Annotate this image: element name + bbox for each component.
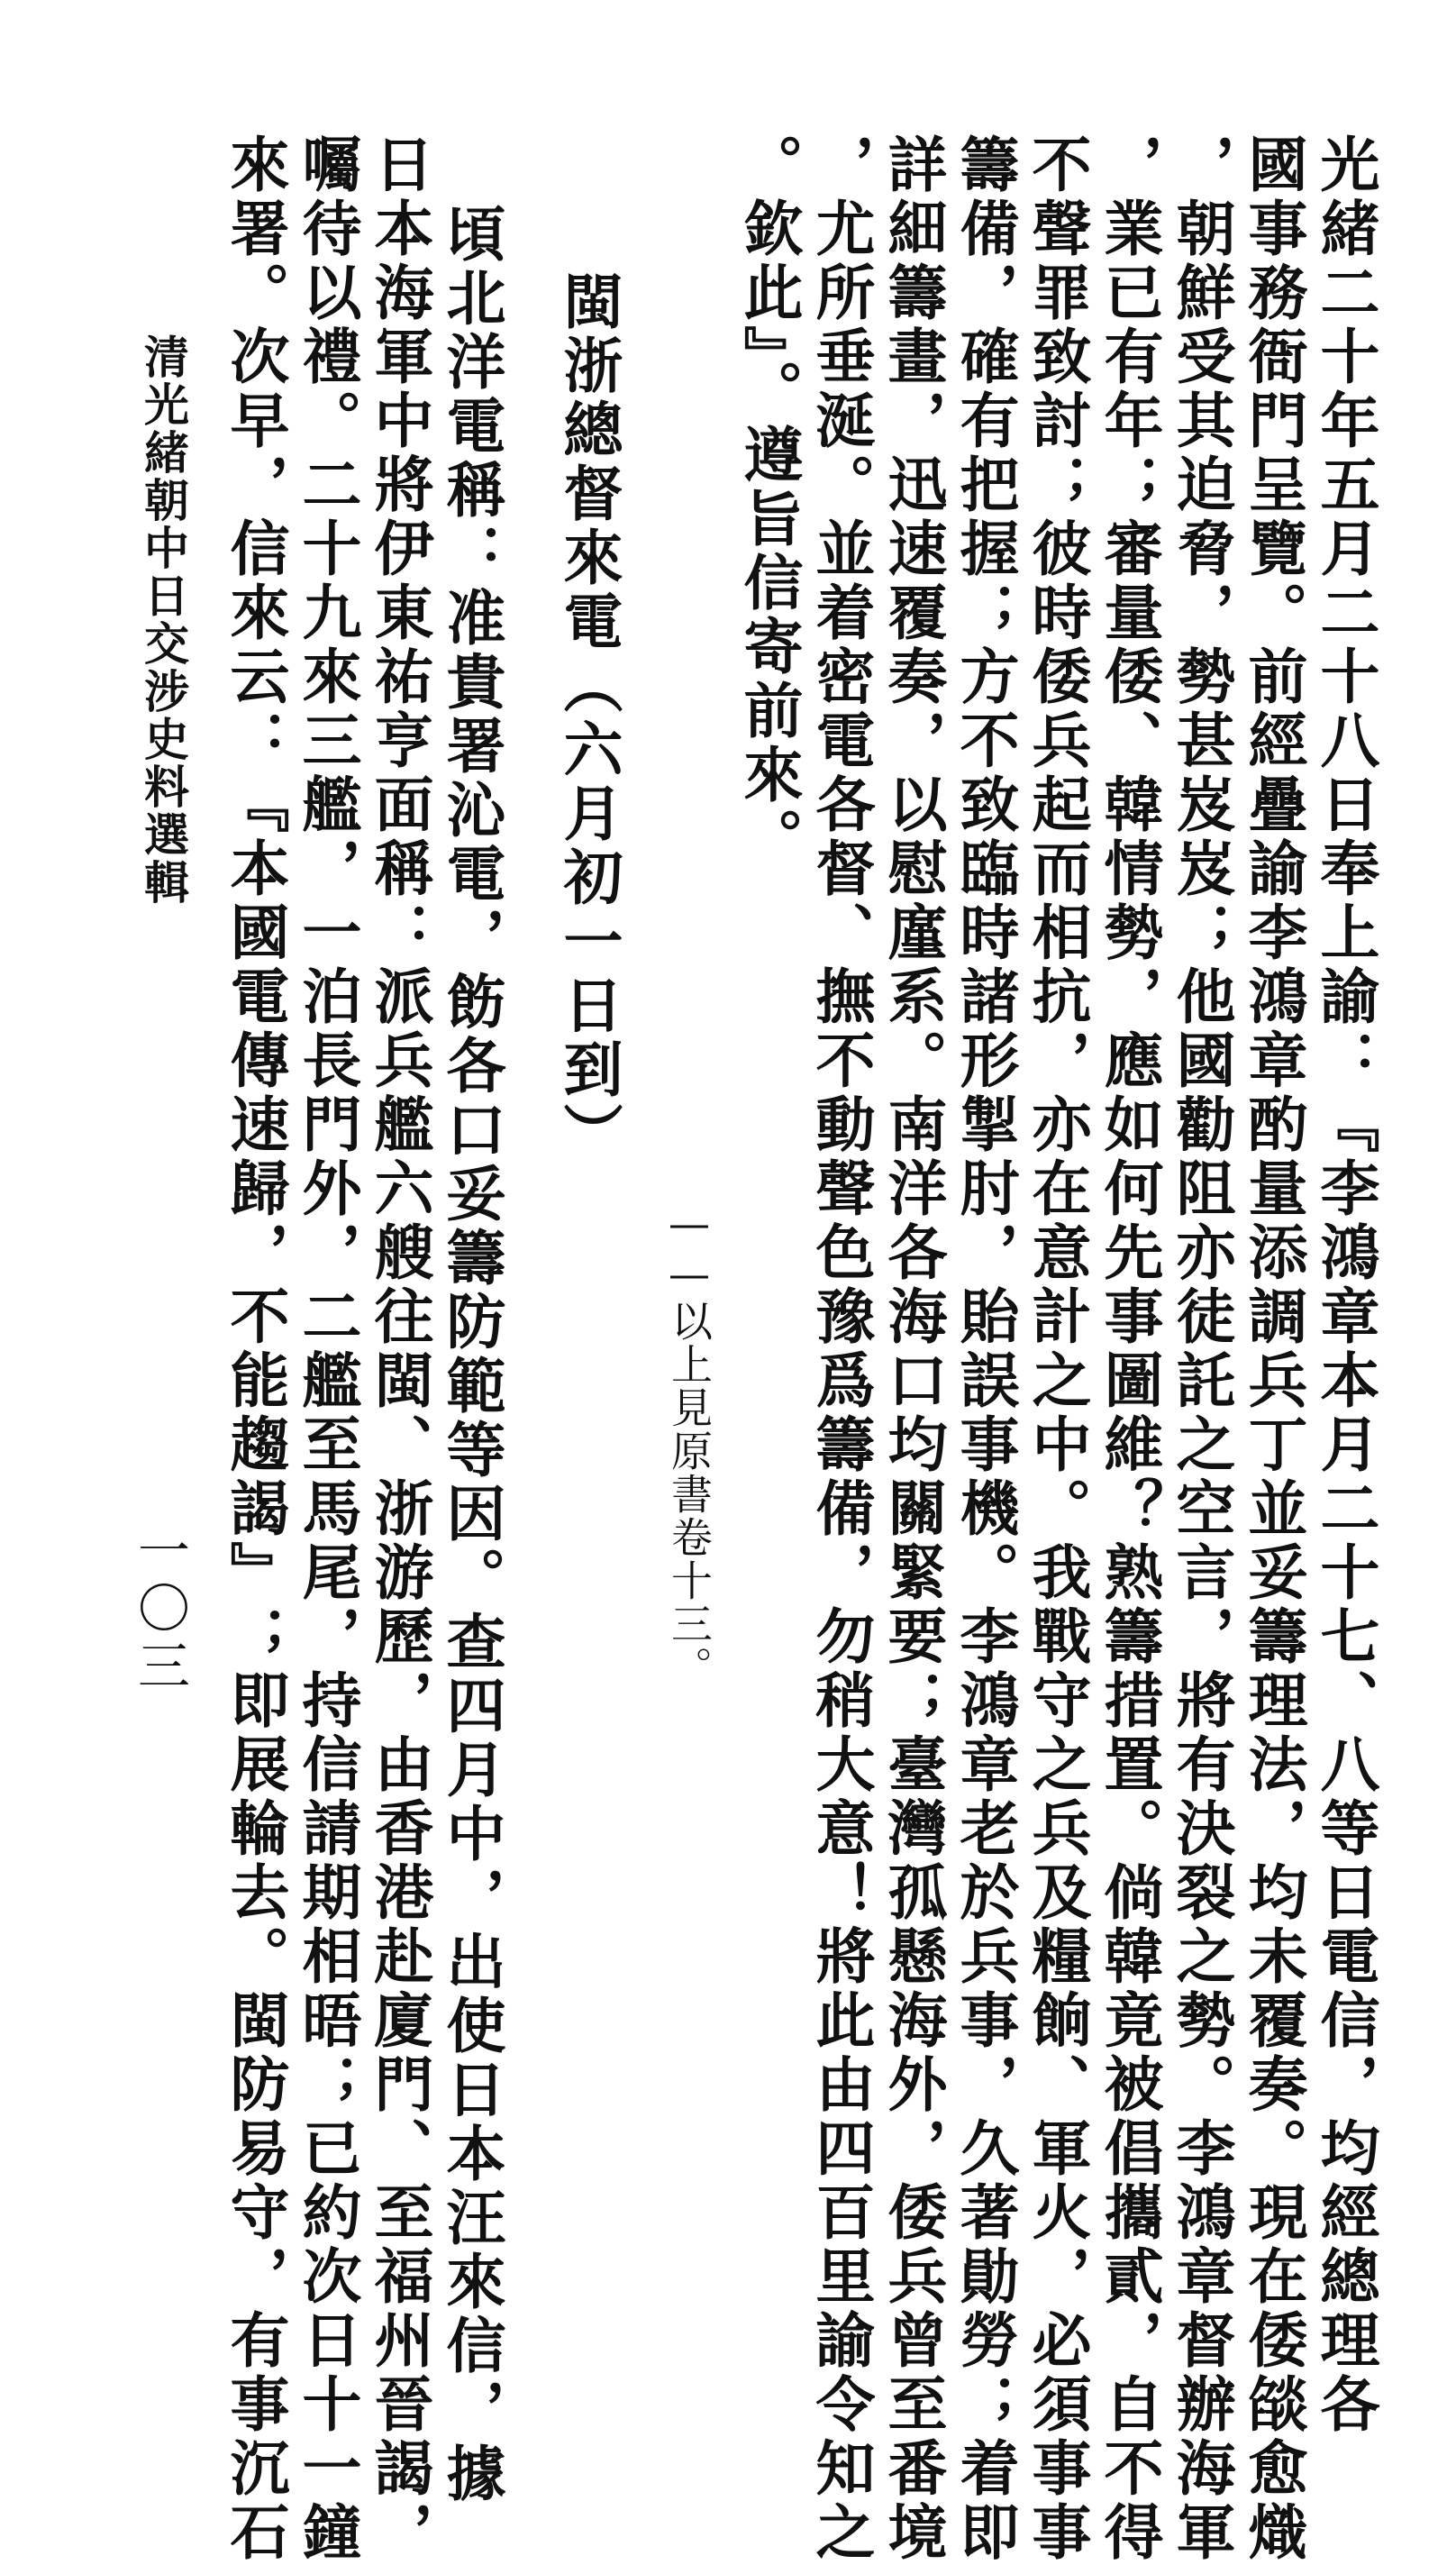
telegram-line: 來署。次早，信來云：『本國電傳速歸，不能趨謁』；即展輪去。閩防易守，有事沉石 [220,133,290,2565]
page-number: 一〇三 [129,1523,190,1696]
edict-line: 詳細籌畫，迅速覆奏，以慰廑系。南洋各海口均關緊要；臺灣孤懸海外，倭兵曾至番境 [878,133,948,2565]
edict-line: 不聲罪致討；彼時倭兵起而相抗，亦在意計之中。我戰守之兵及糧餉、軍火，必須事事 [1022,133,1092,2565]
edict-line: ，尤所垂涎。並着密電各督、撫不動聲色豫爲籌備，勿稍大意！將此由四百里諭令知之 [805,133,876,2565]
telegram-line: 頃北洋電稱：准貴署沁電，飭各口妥籌防範等因。查四月中，出使日本汪來信，據 [436,203,506,2506]
edict-line: ，業已有年；審量倭、韓情勢，應如何先事圖維？熟籌措置。倘韓竟被倡攜貳，自不得 [1094,133,1164,2565]
telegram-title: 閩浙總督來電（六月初一日到） [553,270,623,1166]
edict-line: 。欽此』。遵旨信寄前來。 [733,133,804,872]
edict-line: 籌備，確有把握；方不致臨時諸形掣肘，貽誤事機。李鴻章老於兵事，久著勛勞；着即 [950,133,1020,2565]
telegram-line: 囑待以禮。二十九來三艦，一泊長門外，二艦至馬尾，持信請期相晤；已約次日十一鐘 [292,133,362,2565]
book-title: 清光緒朝中日交涉史料選輯 [137,333,190,907]
source-note: ——以上見原書卷十三。 [665,1199,714,1689]
edict-line: 光緒二十年五月二十八日奉上諭：『李鴻章本月二十七、八等日電信，均經總理各 [1310,133,1380,2437]
edict-line: 國事務衙門呈覽。前經疊諭李鴻章酌量添調兵丁並妥籌理法，均未覆奏。現在倭燄愈熾 [1238,133,1308,2565]
telegram-line: 日本海軍中將伊東祐亨面稱：派兵艦六艘往閩、浙游歷，由香港赴廈門、至福州晉謁， [364,133,434,2565]
edict-line: ，朝鮮受其迫脅，勢甚岌岌；他國勸阻亦徒託之空言，將有決裂之勢。李鴻章督辦海軍 [1166,133,1236,2565]
